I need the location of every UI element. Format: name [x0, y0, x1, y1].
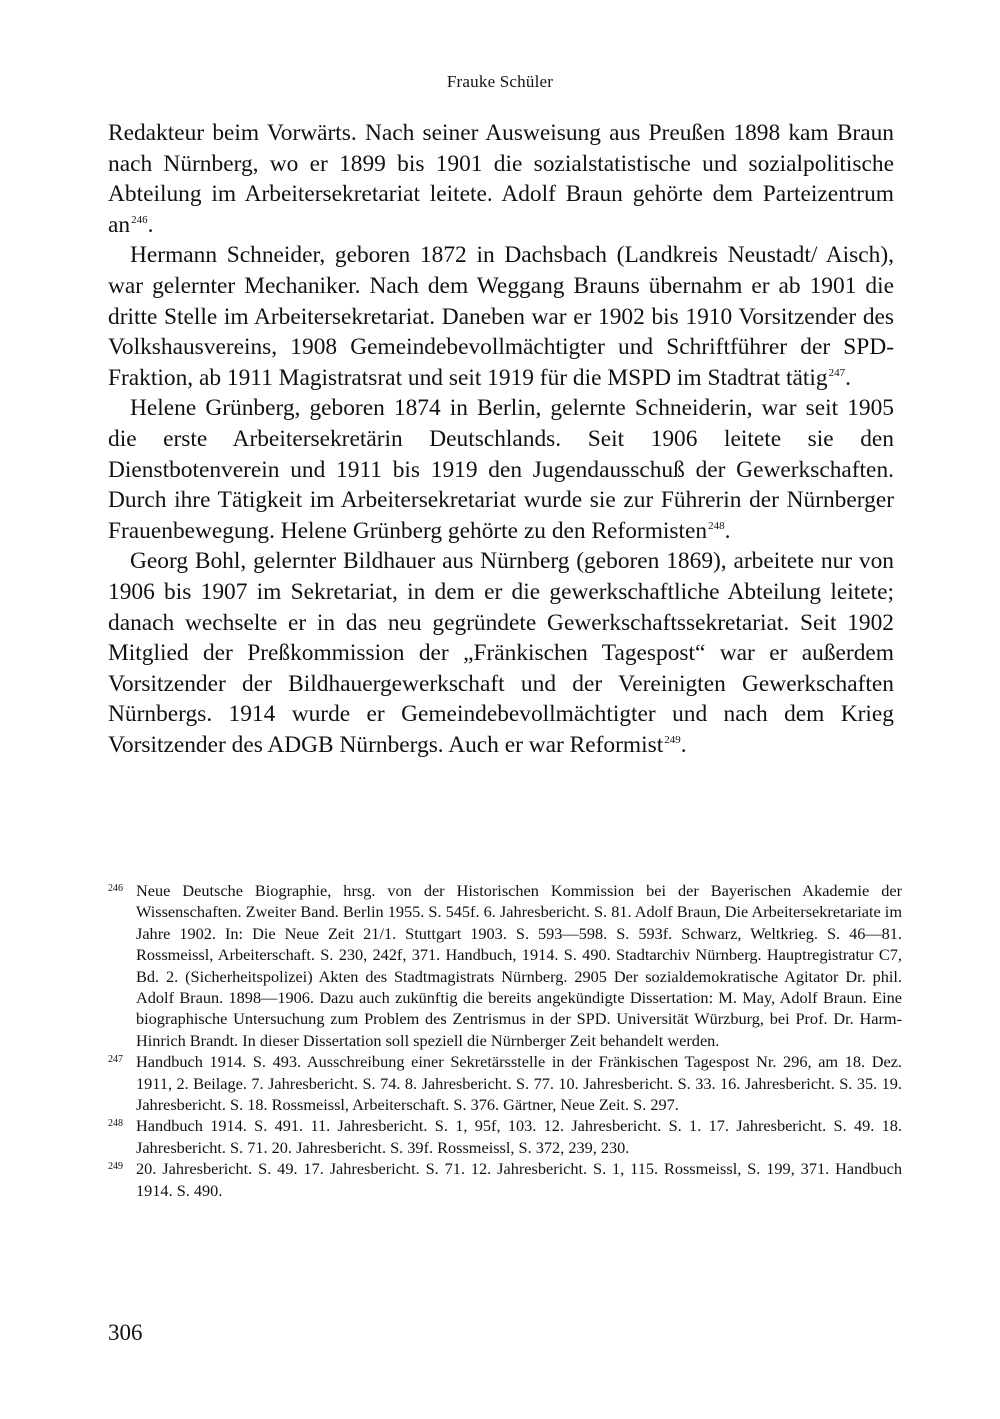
footnote-text: Neue Deutsche Biographie, hrsg. von der Historischen Kommission bei der Bayerischen Akademie der Wissenschaften. Zweiter Band. Berlin 1955. S. 545f. 6. Jahresbericht. S. 81. Adolf Braun, Die Arbeitersekretariate im Jahre 1902. In: Die Neue Zeit 21/1. Stuttgart 1903. S. 593—598. S. 593f. Schwarz, Weltkrieg. S. 46—81. Rossmeissl, Arbeiterschaft. S. 230, 242f, 371. Handbuch, 1914. S. 490. Stadtarchiv Nürnberg. Hauptregistratur C7, Bd. 2. (Sicherheitspolizei) Akten des Stadtmagistrats Nürnberg. 2905 Der sozialdemokratische Agitator Dr. phil. Adolf Braun. 1898—1906. Dazu auch zukünftig die bereits angekündigte Dissertation: M. May, Adolf Braun. Eine biographische Untersuchung zum Problem des Zentrismus in der SPD. Universität Würzburg, bei Prof. Dr. Harm-Hinrich Brandt. In dieser Dissertation soll speziell die Nürnberger Zeit behandelt werden.: [136, 881, 902, 1050]
paragraph-end: .: [147, 211, 154, 238]
running-header-author: Frauke Schüler: [446, 72, 554, 91]
paragraph-text: Helene Grünberg, geboren 1874 in Berlin, gelernte Schneiderin, war seit 1905 die erste Arbeitersekretärin Deutschlands. Seit 1906 leitete sie den Dienstbotenverein und 1911 bis 1919 den Jugendausschuß der Gewerkschaften. Durch ihre Tätigkeit im Arbeitersekretariat wurde sie zur Führerin der Nürnberger Frauenbewegung. Helene Grünberg gehörte zu den Reformisten: [108, 395, 894, 544]
paragraph-adolf-braun: [108, 118, 894, 240]
footnote-247: [108, 1051, 902, 1115]
paragraph-end: .: [680, 731, 687, 758]
footnote-text: 20. Jahresbericht. S. 49. 17. Jahresbericht. S. 71. 12. Jahresbericht. S. 1, 115. Rossmeissl, S. 199, 371. Handbuch 1914. S. 490.: [136, 1159, 902, 1200]
paragraph-end: .: [845, 364, 851, 391]
paragraph-end: .: [724, 517, 731, 544]
footnote-246: [108, 880, 902, 1051]
paragraph-georg-bohl: [108, 546, 894, 760]
footnote-text: Handbuch 1914. S. 493. Ausschreibung einer Sekretärsstelle in der Fränkischen Tagespost Nr. 296, am 18. Dez. 1911, 2. Beilage. 7. Jahresbericht. S. 74. 8. Jahresbericht. S. 77. 10. Jahresbericht. S. 33. 16. Jahresbericht. S. 35. 19. Jahresbericht. S. 18. Rossmeissl, Arbeiterschaft. S. 376. Gärtner, Neue Zeit. S. 297.: [136, 1052, 902, 1115]
footnote-reference[interactable]: 248: [708, 519, 725, 532]
page-number: 306: [108, 1320, 143, 1345]
main-text: [108, 118, 894, 760]
footnote-text: Handbuch 1914. S. 491. 11. Jahresbericht. S. 1, 95f, 103. 12. Jahresbericht. S. 1. 17. Jahresbericht. S. 49. 18. Jahresbericht. S. 71. 20. Jahresbericht. S. 39f. Rossmeissl, S. 372, 239, 230.: [136, 1116, 902, 1157]
paragraph-hermann-schneider: [108, 240, 894, 393]
footnote-number: 247: [108, 1054, 123, 1066]
footnote-248: [108, 1115, 902, 1158]
footnote-number: 246: [108, 883, 123, 894]
paragraph-text: Hermann Schneider, geboren 1872 in Dachsbach (Landkreis Neustadt/ Aisch), war gelernter Mechaniker. Nach dem Weggang Brauns übernahm er ab 1901 die dritte Stelle im Arbeitersekretariat. Daneben war er 1902 bis 1910 Vorsitzender des Volkshausvereins, 1908 Gemeindebevollmächtigter und Schriftführer der SPD-Fraktion, ab 1911 Magistratsrat und seit 1919 für die MSPD im Stadtrat tätig: [108, 242, 894, 391]
paragraph-text: Redakteur beim Vorwärts. Nach seiner Ausweisung aus Preußen 1898 kam Braun nach Nürnberg, wo er 1899 bis 1901 die sozialstatistische und sozialpolitische Abteilung im Arbeitersekretariat leitete. Adolf Braun gehörte dem Parteizentrum an: [108, 120, 894, 238]
paragraph-helene-gruenberg: [108, 393, 894, 546]
footnote-reference[interactable]: 246: [131, 213, 148, 226]
footnote-reference[interactable]: 247: [828, 366, 846, 379]
paragraph-text: Georg Bohl, gelernter Bildhauer aus Nürnberg (geboren 1869), arbeitete nur von 1906 bis 1907 im Sekretariat, in dem er die gewerkschaftliche Abteilung leitete; danach wechselte er in das neu gegründete Gewerkschaftssekretariat. Seit 1902 Mitglied der Preßkommission der „Fränkischen Tagespost“ war er außerdem Vorsitzender der Bildhauergewerkschaft und der Vereinigten Gewerkschaften Nürnbergs. 1914 wurde er Gemeindebevollmächtigter und nach dem Krieg Vorsitzender des ADGB Nürnbergs. Auch er war Reformist: [108, 548, 894, 758]
footnote-number: 248: [108, 1118, 123, 1130]
footnote-reference[interactable]: 249: [664, 734, 681, 747]
footnote-249: [108, 1158, 902, 1201]
footnotes-section: [108, 880, 902, 1201]
footnote-number: 249: [108, 1161, 123, 1173]
